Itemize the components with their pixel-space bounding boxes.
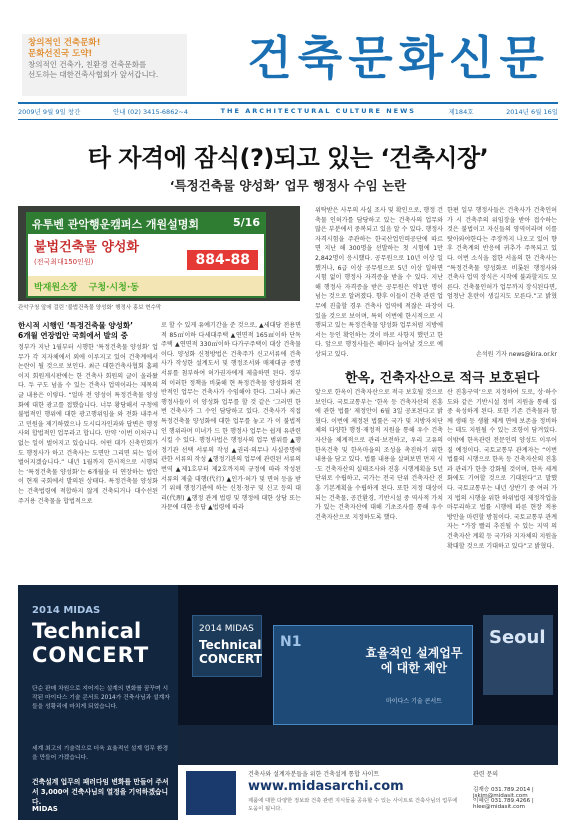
banner-phone-number: 884-88 xyxy=(187,250,258,270)
stage-floor xyxy=(178,725,558,765)
lead-column-1: 정부가 지난 1월부터 시행한 ‘특정건축물 양성화’ 업무가 각 지자체에서 외에 이루지고 있어 건축계에서 논란이 될 것으로 보인다. 최근 대한건축사협회 홈페이지 회원게시판에는 한 건축사 회원의 글이 올라왔다. 두 구도 넘을 수 있는 건축사 업역이라는 제목의 글 내용은 이렇다. “얼마 전 양성이 특정건축물 양성화에 대한 광고를 접했습니다. 너무 황당해서 구청에 불법적인 행위에 대한 광고행위임을 와 전화 내주셔고 민원을 제기하였으나 도시디자인과와 답변은 행정사의 합법적인 업무라고 합니다. 만약 ‘이번 이처구니 없는 일이 벌어지고 있습니다. 어떤 대가 신축인회가도 행정사가 하고 건축사는 도면만 그리면 되는 일이 벌어지겠습니다.” 내년 1월까지 한시적으로 시행되는 ‘특정건축물 양성화’는 6개월을 더 연장하는 법안이 현재 국회에서 발의된 상태다. 특정건축물 양성화는 건축법령에 적합하지 않게 건축되거나 대수선된 주거용 건축물을 합법적으로 xyxy=(18,344,158,505)
ad-contact-heading: 관련 문의 xyxy=(473,771,499,778)
lead-subhead: ‘특정건축물 양성화’ 업무 행정사 수임 논란 xyxy=(169,178,407,193)
screen-left-text: N1 xyxy=(280,634,302,650)
banner-bottom-text: 구청·시청·동 xyxy=(88,283,139,293)
stage-korean-title: 효율적인 설계업무에 대한 제안 xyxy=(365,646,463,675)
banner-sub-text: (전국최대150인원) xyxy=(34,258,94,266)
photo-banner xyxy=(26,212,266,298)
lead-column-3: 위탁받은 사무의 사실 조사 및 확인으로, 행정 건축물 인허가를 담당하고 있는 건축사의 업무와 많은 부분에서 중복되고 있음 알 수 있다. 행정사 자격시험을 주관하는 한국산업인력공단에 따르면 지난 해 300명을 선발하는 첫 시험에 1만 2,842명이 응시했다. 공무원으로 10년 이상 일했거나, 6급 이상 공무원으로 5년 이상 일하면 시험 없이 행정사 자격증을 받을 수 있다. 지난 해 행정사 자격증을 받은 공무원은 약1만 명이 넘는 것으로 알려졌다. 향후 이들이 건축 관련 업무에 진출할 경우 건축사 업역에 적잖은 파장이 있을 것으로 보이며, 특히 이번에 한시적으로 시행되고 있는 특정건축물 양성화 업무처럼 지방에서는 등인 확인하는 것이 바로 사항지 했던고 한다. 앞으로 행정사들은 해마다 늘어날 것으로 예상되고 있다. xyxy=(315,207,443,358)
contact-info: 안내 (02) 3415-6862~4 xyxy=(113,107,189,116)
stage-title-concert: CONCERT xyxy=(199,652,262,666)
ad-paragraph-3: 건축설계 업무의 패러다임 변화를 만들어 주셔서 3,000여 건축사님의 열정을 기억하겠습니다. xyxy=(32,778,169,806)
second-column-2: 산 진흥구역’으로 지정하여 도로, 상·하수도와 같은 기반시설 정비 지원을 통해 집중 육성하게 된다. 또한 기존 건축물과 함께 생태 등 생활 체계 면에 보존을 정비하는 데도 지원될 수 있는 조항이 담겨있다. 이밖에 한옥관련 전문인력 양성도 이루어질 예정이다. 국토교통부 관계자는 “이번 법률의 시행으로 한옥 등 건축자산의 진흥과 관리가 한층 강화될 것이며, 한옥 세계화에도 기여할 것으로 기대된다”고 말했다. 국토교통부는 내년 상반기 중 여러 가지 법의 시행을 위한 하위법령 제정작업을 마무리하고 법률 시행에 따른 현장 적용 방안을 마련할 방침이다. 국토교통부 관계자는 “가장 빨리 추진될 수 있는 지역 의 건축자산 계획 등 국가와 지자체의 지원을 확대할 것으로 기대하고 있다”고 밝혔다. xyxy=(447,389,557,550)
ad-brand-year: 2014 MIDAS xyxy=(32,605,101,616)
banner-top xyxy=(28,214,264,234)
slogan-line1: 창의적인 건축문화! xyxy=(28,38,101,48)
lead-column-4: 한편 일부 행정사들은 건축사가 건축인허가 시 건축주의 위임장을 받아 접수하는 것은 불법이고 자신들의 영역이라며 이를 탓아와야한다는 주장까지 나오고 있어 향후 건축계의 반응에 귀추가 주목되고 있다. 이번 소식을 접한 서울의 한 건축사는 “특정건축물 양성화로 비롯된 행정사와 건축사 업역 장식은 시작에 불과할지도 모른다. 건축물인허가 업무까지 장식된다면, 엄청난 혼란이 생길지도 모른다.”고 밝혔다. xyxy=(447,207,557,310)
midas-advertisement xyxy=(18,585,558,820)
stage-screen-right xyxy=(483,615,553,695)
ad-site-tagline: 건축사와 설계자분들을 위한 건축설계 통합 사이트 xyxy=(248,771,380,778)
stage-screen-left xyxy=(192,615,262,677)
qr-code-icon xyxy=(186,771,236,815)
issue-date: 2014년 6월 16일 xyxy=(506,107,558,116)
lead-column-2: 로 할 수 있게 유예기간을 준 것으로, ▲세대당 전용면적 85㎡이하 다세대주택 ▲연면적 165㎡이하 단독주택 ▲연면적 330㎡이하 다가구주택이 대상 건축물이다. 양성화 신청방법은 건축주가 신고서류에 건축사가 작성한 설계도서 및 행정조서와 매제대금 증명서류를 첨부하여 허가권자에게 제출하면 된다. 정부의 이러한 정책을 비롯해 현 특정건축물 양성화의 전반적인 업무는 건축사가 수임해야 한다. 그러나 최근 행정사들이 이 양성화 업무를 할 것 같은 ‘그러면 한번 건축사가 그 수인 담당하고 있다. 건축사가 직접 특정건축물 양성화에 대한 업무를 놓고 가 이 불법적인 행위라며 미녀가 드 한 행정사 업무는 쉽게 유관련 시킬 수 있다. 행정사법은 행정사의 업무 범위를 ▲행정기관 선택 서류의 작성 ▲권리·의무나 사실증명에 관한 서류의 작성 ▲행정기관의 업무에 관련된 서류의 번역 ▲제1호부터 제2호까지의 규정에 따라 작성된 서류의 제출 대행(代行) ▲인가·허가 및 면허 등을 받기 위해 행정기관에 하는 신청·청구 및 신고 등의 대리(代理) ▲행정 관계 법령 및 행정에 대한 상담 또는 자문에 대한 응답 ▲법령에 따라 xyxy=(161,322,301,512)
banner-name: 박재원소장 xyxy=(34,283,78,293)
masthead-slogan-box xyxy=(22,34,187,96)
stage-screen-center xyxy=(273,625,473,725)
lead-section-heading-1: 한시적 시행인 ‘특정건축물 양성화’ xyxy=(18,321,133,330)
ad-left-panel xyxy=(18,585,178,820)
lead-photo xyxy=(18,206,300,301)
stage-small-text: 마이다스 기술 콘서트 xyxy=(386,698,442,705)
ad-paragraph-2: 세계 최고의 기술력으로 더욱 효율적인 설계 업무 환경을 만들어 가겠습니다. xyxy=(32,746,169,761)
issue-number: 제184호 xyxy=(448,107,474,116)
lead-section-heading xyxy=(18,321,158,341)
ad-bottom-panel xyxy=(178,765,558,820)
stage-brand: 2014 MIDAS xyxy=(199,624,254,634)
ad-contact-2: 이혜린 031.789.4266 | hlee@midasit.com xyxy=(473,798,534,810)
masthead-rule-bottom xyxy=(18,119,558,120)
slogan-line2: 문화선진국 도약! xyxy=(28,49,93,59)
ad-site-url[interactable]: www.midasarchi.com xyxy=(248,779,404,794)
banner-top-right: 5/16 xyxy=(233,216,260,229)
lead-section-heading-2: 6개월 연장법안 국회에서 발의 중 xyxy=(18,331,128,340)
stage-title-technical: Technical xyxy=(199,638,262,652)
banner-top-left: 유투벤 관악행운캠퍼스 개원설명회 xyxy=(32,218,200,231)
second-headline: 한옥, 건축자산으로 적극 보호된다 xyxy=(345,371,540,386)
banner-bottom xyxy=(28,276,264,296)
ad-contact-1: 김재승 031.789.2014 | jskim@midasit.com xyxy=(473,787,534,799)
ad-title-concert: CONCERT xyxy=(32,643,150,667)
ad-site-description: 제품에 대한 다양한 정보와 건축 관련 지식들을 공유할 수 있는 사이트로 건축사님의 업무에 도움이 됩니다. xyxy=(248,798,458,812)
midas-logo: MIDAS xyxy=(32,805,58,813)
founded-date: 2009년 9월 9일 창간 xyxy=(18,107,81,116)
newspaper-title: 건축문화신문 xyxy=(247,31,550,85)
screen-right-text: Seoul xyxy=(489,627,546,648)
english-name: THE ARCHITECTURAL CULTURE NEWS xyxy=(220,107,416,115)
slogan-line3: 창의적인 건축가, 친환경 건축문화를 xyxy=(28,60,147,69)
ad-paragraph-1: 단순 판매 차원으로 지어지는 설계의 변화를 꿈꾸며 시작된 마이다스 기술 콘서트 2014가 건축사님과 설계자들을 성황리에 마치게 되었습니다. xyxy=(32,686,170,710)
photo-caption: 관악구청 앞에 걸린 ‘불법건축물 양성화’ 행정사 홍보 현수막 xyxy=(18,305,162,311)
lead-headline: 타 자격에 잠식(?)되고 있는 ‘건축시장’ xyxy=(87,144,489,172)
lead-byline: 손석원 기자 news@kira.or.kr xyxy=(476,351,557,358)
ad-title-technical: Technical xyxy=(32,619,142,643)
second-column-1: 앞으로 한옥이 건축자산으로 적극 보호될 것으로 보인다. 국토교통부는 ‘한옥 등 건축자산의 진흥에 관한 법률’ 제정안이 6월 3일 공포된다고 밝혔다. 이번에 제정된 법률은 국가 및 지방자치단체의 다양한 행정·재정적 지원을 통해 우수 건축자산을 체계적으로 관리·보전하고, 우리 고유의 한옥건축 및 한옥마을의 조성을 촉진하기 위한 내용을 담고 있다. 법률 내용을 살펴보면 먼저 시·도 건축자산의 실태조사와 진흥 시행계획을 5년 단위로 수립하고, 국가는 전국 단위 건축자산 진흥 기본계획을 수립하게 된다. 또한 지정 대상이 되는 건축물, 공간환경, 기반시설 중 역사적 가치가 있는 건축자산에 대해 기초조사를 통해 우수건축자산으로 지정하도록 했다. xyxy=(315,389,443,521)
masthead-info-bar xyxy=(18,104,558,118)
banner-main-text: 불법건축물 양성화 xyxy=(34,240,139,255)
slogan-line4: 선도하는 대한건축사협회가 앞서갑니다. xyxy=(28,70,159,79)
